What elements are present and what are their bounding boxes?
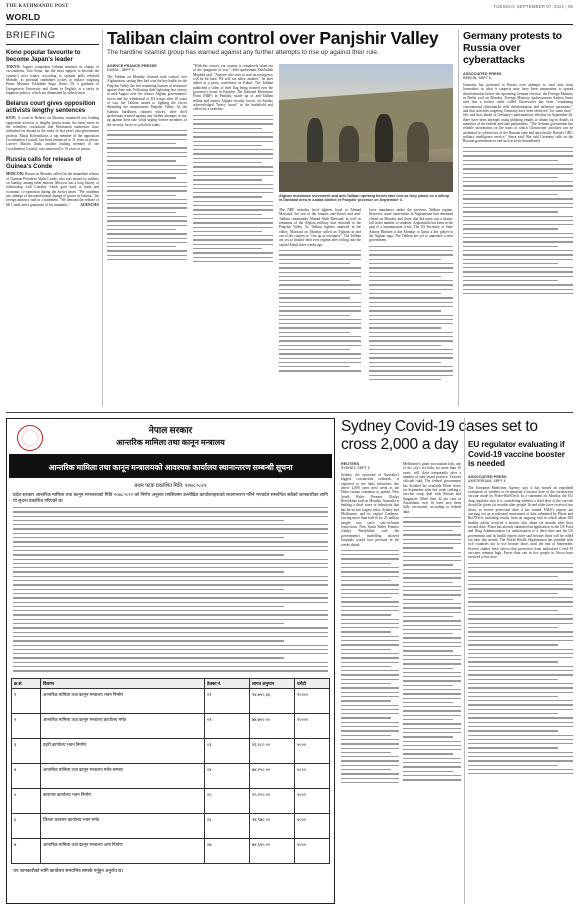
text-placeholder bbox=[369, 246, 453, 381]
sydney-text: Melbourne's giant vaccination hub, one of the city's six hubs for more than 10 years, will close temporarily after a number of staff tested positive, Victoria officials said. The federal government has doubled the available Pfizer doses for September after last week striking a vaccine swap deal with Britain and Singapore. More than 42 per cent of Australians over 16 have now been fully vaccinated, according to federal data. bbox=[403, 462, 461, 514]
table-cell: ५००० bbox=[297, 841, 307, 847]
table-cell: २४,९७०.०० bbox=[250, 814, 295, 838]
lead-text: The NRF includes local fighters loyal to Ahmad Massoud, the son of the famous anti-Soviet and anti-Taliban commander Ahmad Shah Massoud, as well as remnants of the Afghan military that retreated to the Panjshir Valley. As Taliban fighters amassed in the valley, Massoud on Monday called on Afghans in and out of the country to "rise up in resistance". The Taliban are yet to finalise their new regime after rolling into the capital Kabul three weeks ago. bbox=[279, 208, 361, 247]
lead-headline: Taliban claim control over Panjshir Valley bbox=[107, 28, 439, 48]
cyberattack-headline: Germany protests to Russia over cyberattacks bbox=[463, 30, 562, 66]
briefing-headline: Belarus court gives opposition activists lengthy sentences bbox=[6, 100, 96, 115]
government-notice bbox=[6, 418, 335, 904]
briefing-rule bbox=[6, 44, 99, 45]
table-header-cell: विवरण bbox=[41, 679, 205, 688]
briefing-item bbox=[6, 49, 99, 95]
sydney-col-1 bbox=[341, 462, 399, 786]
photo-caption: Afghan resistance movement and anti-Taliban uprising forces take rest as they patrol on a hilltop in Darband area in Anaba district of Panjshir province on September 3. bbox=[279, 194, 450, 203]
table-cell: ०३ bbox=[205, 739, 250, 763]
table-cell: आन्तरिक मामिला तथा कानून मन्त्रालय कार्यालय मर्मत bbox=[41, 714, 205, 738]
briefing-body bbox=[6, 116, 99, 151]
table-row bbox=[12, 788, 329, 813]
table-cell: प्रहरी कार्यालय भवन निर्माण bbox=[41, 739, 205, 763]
table-cell: २ bbox=[12, 714, 41, 738]
lead-dateline: KABUL, SEPT 6 bbox=[107, 68, 134, 72]
table-row bbox=[12, 738, 329, 763]
table-cell: ०१ bbox=[205, 689, 250, 713]
table-cell: ०५ bbox=[205, 789, 250, 813]
section-rule bbox=[6, 412, 573, 413]
table-row bbox=[12, 763, 329, 788]
briefing-text: A court in Belarus on Monday sentenced two leading opposition activists to lengthy prison terms, the latest move in the relentless crackdown that Belarusian authorities have unleashed on dissent in the wake of last year's anti-government protests. Maria Kolesnikova, a top member of the opposition Coordination Council, has been sentenced to 11 years in prison. Lawyer Maxim Znak, another leading member of the Coordination Council, was sentenced to 10 years in prison. bbox=[6, 116, 100, 151]
briefing-headline: Russia calls for release of Guinea's Conde bbox=[6, 156, 82, 171]
briefing-text: Russia on Monday called for the immediate release of Guinean President Alpha Conde, who was ousted by soldiers on Sunday, among other nations. Moscow has a long history of relationship with Conakry which goes back to trade and economic co-operation during the Soviet times. "We condemn any attempt of unconstitutional change of power in Guinea," the foreign ministry said in a statement. "We demand the release of Mr Conde and a guarantee of his immunity." bbox=[6, 172, 99, 207]
briefing-lead: KYIV: bbox=[6, 116, 17, 121]
briefing-body bbox=[6, 65, 99, 95]
table-cell: ७ bbox=[12, 839, 41, 863]
booster-dateline: AMSTERDAM, SEPT 6 bbox=[468, 478, 506, 483]
table-cell: ६ bbox=[12, 814, 41, 838]
table-cell: ५००० bbox=[297, 816, 307, 822]
table-cell: १ bbox=[12, 689, 41, 713]
briefing-credit: AGENCIES bbox=[80, 202, 99, 207]
table-header-cell: ठेक्का नं. bbox=[205, 679, 250, 688]
table-row bbox=[12, 688, 329, 713]
lead-byline: AGENCE FRANCE-PRESSE bbox=[107, 64, 157, 68]
table-header bbox=[12, 679, 329, 688]
text-placeholder bbox=[341, 550, 399, 783]
lead-text: force mandatory under the previous Taliban regime. However, some universities in Afghanistan had remained closed on Monday and those that did open saw a drastic fall in the number of students. Afghanistan has been in the grip of a humanitarian crisis. The US Secretary of State Antony Blinken is due Monday to Qatar, a key player in the Afghan saga. The Taliban are yet to announce a new government. bbox=[369, 208, 453, 243]
table-cell: ५ bbox=[12, 789, 41, 813]
sydney-byline: REUTERS bbox=[341, 462, 360, 466]
text-placeholder bbox=[463, 147, 573, 294]
lead-standfirst: The hardline Islamist group has warned against any further attempts to rise up against their rule. bbox=[107, 49, 379, 56]
notice-body: प्रदेश सरकार आन्तरिक मामिला तथा कानून मन्त्रालयको मिति २०७८/५/२२ को निर्णय अनुसार तपसिलमा उल्लेखित कार्यालयहरूको स्थानान्तरण गरिने भएकोले सम्बन्धित सबैको जानकारीका लागि यो सूचना प्रकाशित गरिएको छ। bbox=[13, 492, 328, 503]
table-cell: २५,२००.०० bbox=[250, 789, 295, 813]
table-header-cell: लागत अनुमान bbox=[250, 679, 295, 688]
booster-headline: EU regulator evaluating if Covid-19 vaccine booster is needed bbox=[468, 440, 565, 469]
notice-table bbox=[11, 678, 330, 864]
text-placeholder bbox=[403, 517, 461, 780]
booster-story bbox=[468, 440, 573, 904]
table-body bbox=[12, 688, 329, 863]
table-cell: ३ bbox=[12, 739, 41, 763]
booster-text: The European Medicines Agency says it has started an expedited evaluation of whether to recommend a booster dose of the coronavirus vaccine made by Pfizer-BioNTech. In a statement on Monday, the EU drug regulator says it is considering whether a third dose of the vaccine should be given six months after people 16 and older have received two doses, to restore protection after it has waned. EMA's experts are carrying out an accelerated assessment of data submitted by Pfizer and BioNTech, including results from an ongoing trial in which about 300 healthy adults received a booster shot about six months after their second dose. Pfizer has already submitted an application to the US Food and Drug Administration for authorisation of a third dose and the US government and its health experts have said booster shots will be rolled out later this month. The World Health Organization has pleaded with rich countries not to use booster doses until the end of September. Several studies have shown that protection from authorised Covid-19 vaccines remains high. Fewer than one in five people in Africa have received a first dose. bbox=[468, 485, 573, 560]
table-cell: आन्तरिक मामिला तथा कानून मन्त्रालय भवन निर्माण bbox=[41, 689, 205, 713]
page-number: 08 bbox=[567, 4, 573, 9]
table-cell: ०४ bbox=[205, 764, 250, 788]
text-placeholder bbox=[13, 507, 328, 672]
table-cell: ०६ bbox=[205, 814, 250, 838]
briefing-column bbox=[6, 30, 99, 410]
sydney-headline: Sydney Covid-19 cases set to cross 2,000 a day bbox=[341, 418, 538, 453]
table-cell: आन्तरिक मामिला तथा कानून मन्त्रालय अन्य निर्माण bbox=[41, 839, 205, 863]
paper-name: THE KATHMANDU POST bbox=[6, 4, 69, 9]
briefing-item bbox=[6, 100, 99, 151]
table-cell: ५००० bbox=[297, 766, 307, 772]
table-cell: ७४,६५०.०० bbox=[250, 839, 295, 863]
lead-text: "With this victory, our country is completely taken out of the quagmire of war," chief spokesman Zabihullah Mujahid said. "Anyone who tries to start an insurgency will be hit hard. We will not allow another," he later added at a press conference in Kabul. The Taliban published a video of their flag being hoisted over the governor's house in Panjshir. The National Resistance Front (NRF) in Panjshir, made up of anti-Taliban militia and former Afghan security forces, on Sunday acknowledged "heavy losses" in the battlefield and called for a ceasefire. bbox=[193, 64, 273, 112]
briefing-lead: MOSCOW: bbox=[6, 172, 25, 177]
cyberattack-story bbox=[463, 30, 573, 408]
text-placeholder bbox=[279, 250, 361, 372]
cyberattack-text: Germany has protested to Russia over attempts to steal data from lawmakers in what it suspects may have been preparation to spread disinformation before the upcoming German election, the Foreign Ministry in Berlin said on Monday. Foreign Ministry spokeswoman Andrea Sasse said that a hacker outfit called Ghostwriter has been "combining conventional cyberattacks with disinformation and influence operations," and that activities targeting Germany have been observed "for some time." She said that, ahead of Germany's parliamentary election on September 26, there have been attempts using phishing emails to obtain log-in details of members of the federal and state parliaments. "The German government has reliable information on the basis of which Ghostwriter activities can be attributed to cyberactors of the Russian state and specifically Russia's GRU military intelligence service," Sasse said. She said Germany calls on the Russian government to end such activity immediately. bbox=[463, 83, 573, 144]
cyberattack-byline: ASSOCIATED PRESS bbox=[463, 72, 502, 76]
section-title: WORLD bbox=[6, 12, 41, 22]
briefing-item bbox=[6, 156, 99, 207]
table-cell: १०००० bbox=[297, 691, 309, 697]
briefing-lead: TOKYO: bbox=[6, 65, 21, 69]
table-row bbox=[12, 838, 329, 863]
date-text: TUESDAY, SEPTEMBER 07, 2021 bbox=[493, 4, 565, 9]
table-cell: १०००० bbox=[297, 716, 309, 722]
notice-title: आन्तरिक मामिला तथा कानून मन्त्रालयको आवश्यक कार्यालय स्थानान्तरण सम्बन्धी सूचना bbox=[48, 463, 293, 472]
notice-title-bar bbox=[9, 454, 332, 478]
issue-date: TUESDAY, SEPTEMBER 07, 2021 | 08 bbox=[493, 4, 573, 9]
table-cell: ०२ bbox=[205, 714, 250, 738]
text-placeholder bbox=[193, 115, 273, 262]
table-cell: ७४,७५०.०० bbox=[250, 714, 295, 738]
notice-subtitle: प्रथम पटक प्रकाशित मिति: २०७८/५/२२ bbox=[134, 483, 207, 489]
table-cell: ५००० bbox=[297, 791, 307, 797]
table-row bbox=[12, 813, 329, 838]
table-row bbox=[12, 713, 329, 738]
briefing-headline: Kono popular favourite to become Japan's leader bbox=[6, 49, 81, 63]
table-cell: कारागार कार्यालय भवन निर्माण bbox=[41, 789, 205, 813]
text-placeholder bbox=[468, 563, 573, 775]
sydney-text: Sydney, the epicentre of Australia's biggest coronavirus outbreak, is expected to see daily infections rise above 2,000 cases next week as the Delta variant continues to spread, New South Wales Premier Gladys Berejiklian said on Monday. Australia is battling a third wave of infections that has hit its two largest cities, Sydney and Melbourne, and its capital Canberra, forcing more than half of its 25 million people into strict stay-at-home restrictions. New South Wales Premier Gladys Berejiklian said the government's modelling showed hospitals would face pressure in the weeks ahead. bbox=[341, 473, 399, 547]
column-divider bbox=[458, 30, 459, 406]
cyberattack-dateline: BERLIN, SEPT 6 bbox=[463, 76, 491, 80]
lead-text: The Taliban on Monday claimed total control over Afghanistan, saying they had won the key battle for the Panjshir Valley, the last remaining bastion of resistance against their rule. Following their lightning-fast victory in mid-August over the former Afghan government's forces and the withdrawal of US troops after 20 years of war, the Taliban turned to fighting the forces defending the mountainous Panjshir Valley. As the Islamist hardliners claimed victory, their chief spokesman warned against any further attempts to rise up against their rule while urging former members of the security forces to join their ranks. bbox=[107, 75, 187, 127]
masthead bbox=[6, 4, 573, 26]
lead-col-3 bbox=[279, 208, 361, 375]
masthead-rule bbox=[6, 24, 573, 25]
table-header-cell: क्र.सं. bbox=[12, 679, 41, 688]
table-cell: ०७ bbox=[205, 839, 250, 863]
column-divider bbox=[464, 418, 465, 904]
table-cell: ७४,२५०.०० bbox=[250, 764, 295, 788]
table-cell: ४ bbox=[12, 764, 41, 788]
briefing-text: Japan's outspoken Cabinet minister in charge of vaccinations, Taro Kono, has the most support to become the country's next leader, according to opinion polls released Monday, as potential candidates jockey to replace outgoing Prime Minister Yoshihide Suga. Kono, 58, a graduate of Georgetown University and fluent in English, is a rarity in Japanese politics, which are dominated by elderly men. bbox=[6, 65, 99, 96]
lead-photo bbox=[279, 64, 453, 192]
table-header-cell: धरौटी bbox=[297, 680, 306, 686]
briefing-title: BRIEFING bbox=[6, 30, 56, 41]
briefing-body bbox=[6, 172, 99, 207]
lead-col-1 bbox=[107, 64, 187, 263]
table-cell: जिल्ला प्रशासन कार्यालय भवन मर्मत bbox=[41, 814, 205, 838]
sydney-col-2 bbox=[403, 462, 461, 784]
table-cell: २६,२८०.०० bbox=[250, 739, 295, 763]
text-placeholder bbox=[107, 130, 187, 260]
table-cell: ५००० bbox=[297, 741, 307, 747]
table-cell: आन्तरिक मामिला तथा कानून मन्त्रालय मर्मत सम्भार bbox=[41, 764, 205, 788]
lead-col-4 bbox=[369, 208, 453, 383]
booster-byline: ASSOCIATED PRESS bbox=[468, 474, 507, 479]
notice-office: आन्तरिक मामिला तथा कानून मन्त्रालय bbox=[116, 438, 225, 447]
notice-footer: थप जानकारीको लागि कार्यालय समयभित्र सम्पर्क गर्नुहुन अनुरोध छ। bbox=[13, 867, 124, 873]
lead-story bbox=[107, 28, 453, 408]
table-cell: ९४,७५०.३६ bbox=[250, 689, 295, 713]
notice-org: नेपाल सरकार bbox=[148, 425, 193, 435]
lead-col-2 bbox=[193, 64, 273, 265]
column-divider bbox=[102, 30, 103, 406]
sydney-dateline: SYDNEY, SEPT 6 bbox=[341, 466, 370, 470]
seal-icon bbox=[17, 425, 43, 451]
